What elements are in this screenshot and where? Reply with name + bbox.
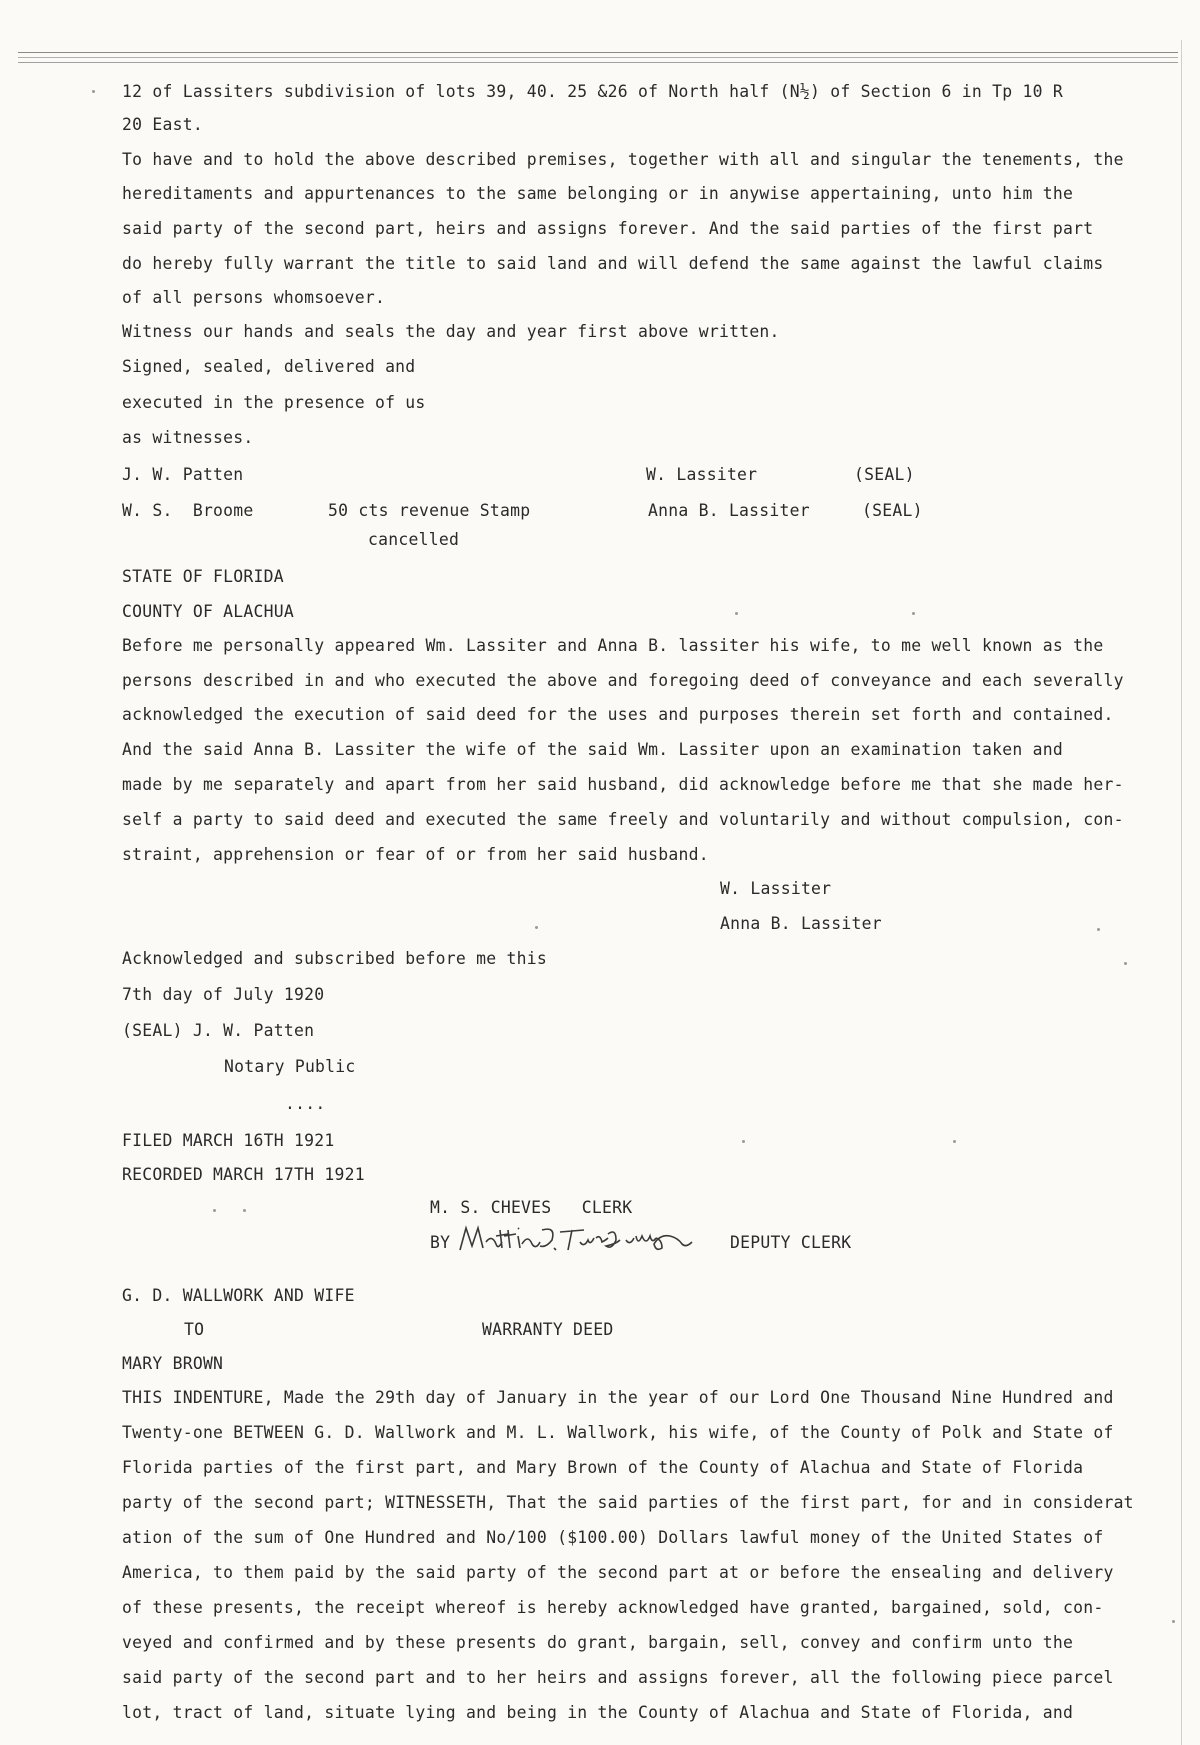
grantor-1: W. Lassiter bbox=[646, 465, 758, 484]
scan-speck bbox=[243, 1209, 246, 1212]
ack-line: Before me personally appeared Wm. Lassiter and Anna B. lassiter his wife, to me well known as the bbox=[122, 636, 1104, 655]
filed-date: FILED MARCH 16TH 1921 bbox=[122, 1131, 335, 1150]
deed2-line: said party of the second part and to her heirs and assigns forever, all the following piece parcel bbox=[122, 1668, 1114, 1687]
scan-speck bbox=[1124, 962, 1127, 965]
grantor-2: Anna B. Lassiter bbox=[648, 501, 810, 520]
ack-line: straint, apprehension or fear of or from her said husband. bbox=[122, 845, 709, 864]
seal-1: (SEAL) bbox=[854, 465, 915, 484]
county-heading: COUNTY OF ALACHUA bbox=[122, 602, 295, 621]
witness-2: W. S. Broome bbox=[122, 501, 254, 520]
revenue-stamp-note: 50 cts revenue Stamp bbox=[328, 501, 531, 520]
scan-speck bbox=[735, 612, 738, 615]
ack-line: self a party to said deed and executed the same freely and voluntarily and without compulsion, con- bbox=[122, 810, 1124, 829]
deed2-line: Twenty-one BETWEEN G. D. Wallwork and M. L. Wallwork, his wife, of the County of Polk and State of bbox=[122, 1423, 1114, 1442]
scan-speck bbox=[953, 1140, 956, 1143]
deed2-line: America, to them paid by the said party of the second part at or before the ensealing and delivery bbox=[122, 1563, 1114, 1582]
deed2-grantee: MARY BROWN bbox=[122, 1354, 224, 1373]
notary-line: Acknowledged and subscribed before me this bbox=[122, 949, 547, 968]
deed-line: as witnesses. bbox=[122, 428, 254, 447]
top-rule-2 bbox=[18, 57, 1178, 58]
state-heading: STATE OF FLORIDA bbox=[122, 567, 284, 586]
scan-speck bbox=[742, 1140, 745, 1143]
ack-signature-1: W. Lassiter bbox=[720, 879, 832, 898]
deed-line: 20 East. bbox=[122, 115, 203, 134]
scan-speck bbox=[213, 1209, 216, 1212]
deputy-clerk-label: DEPUTY CLERK bbox=[730, 1233, 852, 1252]
scan-speck bbox=[912, 612, 915, 615]
deed-line: hereditaments and appurtenances to the same belonging or in anywise appertaining, unto him the bbox=[122, 184, 1074, 203]
deed-line: said party of the second part, heirs and assigns forever. And the said parties of the first part bbox=[122, 219, 1094, 238]
scan-edge bbox=[1181, 40, 1182, 1745]
deed2-title: WARRANTY DEED bbox=[482, 1320, 614, 1339]
top-rule-3 bbox=[18, 62, 1178, 63]
top-rule bbox=[18, 52, 1178, 53]
notary-dots: .... bbox=[285, 1094, 326, 1113]
notary-date: 7th day of July 1920 bbox=[122, 985, 325, 1004]
deed2-line: Florida parties of the first part, and Mary Brown of the County of Alachua and State of Florida bbox=[122, 1458, 1084, 1477]
deed2-line: party of the second part; WITNESSETH, That the said parties of the first part, for and in considerat bbox=[122, 1493, 1134, 1512]
deed2-parties: G. D. WALLWORK AND WIFE bbox=[122, 1286, 355, 1305]
deed-line: To have and to hold the above described premises, together with all and singular the tenements, the bbox=[122, 150, 1124, 169]
ack-line: persons described in and who executed the above and foregoing deed of conveyance and each severally bbox=[122, 671, 1124, 690]
stamp-cancelled: cancelled bbox=[368, 530, 460, 549]
scan-speck bbox=[535, 926, 538, 929]
deed-line: Witness our hands and seals the day and year first above written. bbox=[122, 322, 780, 341]
ack-line: And the said Anna B. Lassiter the wife of the said Wm. Lassiter upon an examination taken and bbox=[122, 740, 1063, 759]
notary-title: Notary Public bbox=[224, 1057, 356, 1076]
deed-line: do hereby fully warrant the title to said land and will defend the same against the lawful claims bbox=[122, 254, 1104, 273]
witness-1: J. W. Patten bbox=[122, 465, 244, 484]
scan-speck bbox=[92, 90, 95, 93]
clerk-name: M. S. CHEVES CLERK bbox=[430, 1198, 633, 1217]
notary-seal-name: (SEAL) J. W. Patten bbox=[122, 1021, 315, 1040]
ack-line: made by me separately and apart from her said husband, did acknowledge before me that she made her- bbox=[122, 775, 1124, 794]
deed2-to: TO bbox=[184, 1320, 205, 1339]
deed-line: Signed, sealed, delivered and bbox=[122, 357, 416, 376]
ack-line: acknowledged the execution of said deed for the uses and purposes therein set forth and contained. bbox=[122, 705, 1114, 724]
scan-speck bbox=[1172, 1620, 1175, 1623]
deed2-line: lot, tract of land, situate lying and being in the County of Alachua and State of Florida, and bbox=[122, 1703, 1074, 1722]
recorded-date: RECORDED MARCH 17TH 1921 bbox=[122, 1165, 365, 1184]
by-label: BY bbox=[430, 1233, 451, 1252]
deed-line: 12 of Lassiters subdivision of lots 39, 40. 25 &26 of North half (N½) of Section 6 in Tp 10 R bbox=[122, 82, 1063, 101]
deed-line: of all persons whomsoever. bbox=[122, 288, 386, 307]
deed2-line: veyed and confirmed and by these presents do grant, bargain, sell, convey and confirm unto the bbox=[122, 1633, 1074, 1652]
deputy-clerk-signature bbox=[456, 1222, 712, 1258]
seal-2: (SEAL) bbox=[862, 501, 923, 520]
scan-speck bbox=[1097, 928, 1100, 931]
ack-signature-2: Anna B. Lassiter bbox=[720, 914, 882, 933]
deed2-line: of these presents, the receipt whereof is hereby acknowledged have granted, bargained, sold, con- bbox=[122, 1598, 1104, 1617]
deed-line: executed in the presence of us bbox=[122, 393, 426, 412]
deed2-line: ation of the sum of One Hundred and No/100 ($100.00) Dollars lawful money of the United States of bbox=[122, 1528, 1104, 1547]
deed2-line: THIS INDENTURE, Made the 29th day of January in the year of our Lord One Thousand Nine Hundred and bbox=[122, 1388, 1114, 1407]
